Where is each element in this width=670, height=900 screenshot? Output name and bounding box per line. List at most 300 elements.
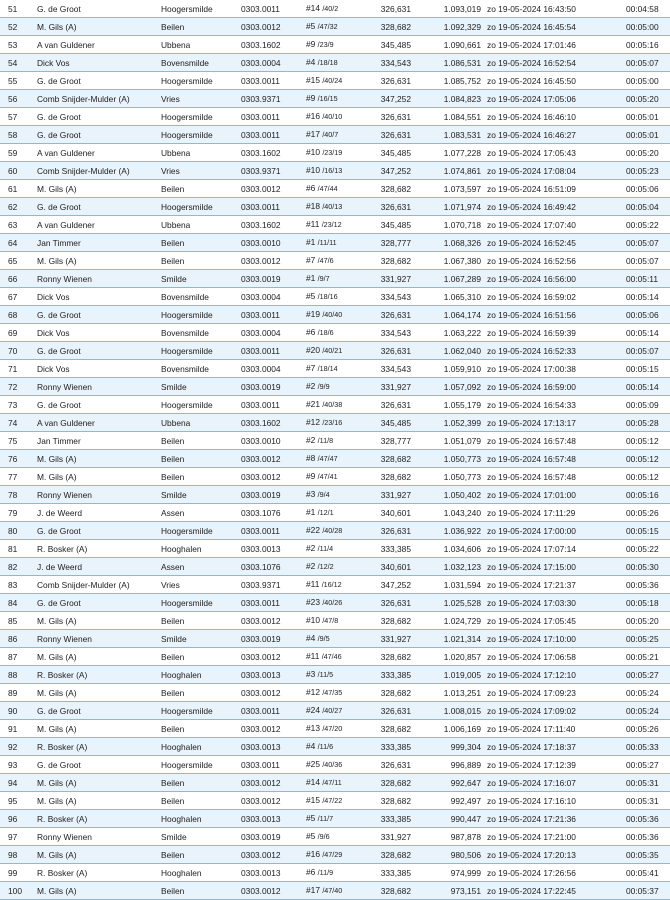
table-row bbox=[0, 504, 670, 522]
fancier-name-cell: M. Gils (A) bbox=[37, 882, 161, 900]
position-number: #6 bbox=[306, 183, 316, 193]
time-behind-cell: 00:05:20 bbox=[620, 612, 670, 630]
rank-cell: 55 bbox=[0, 72, 37, 90]
table-row bbox=[0, 828, 670, 846]
speed-cell: 1.006,169 bbox=[429, 720, 487, 738]
place-cell: Hoogersmilde bbox=[161, 126, 241, 144]
member-code-cell: 0303.0012 bbox=[241, 846, 306, 864]
position-number: #1 bbox=[306, 237, 316, 247]
table-row bbox=[0, 414, 670, 432]
member-code-cell: 0303.0013 bbox=[241, 540, 306, 558]
time-behind-cell: 00:05:09 bbox=[620, 396, 670, 414]
rank-cell: 70 bbox=[0, 342, 37, 360]
rank-cell: 98 bbox=[0, 846, 37, 864]
position-number: #9 bbox=[306, 39, 316, 49]
arrival-time-cell: zo 19-05-2024 17:21:36 bbox=[487, 810, 620, 828]
place-cell: Beilen bbox=[161, 18, 241, 36]
speed-cell: 1.070,718 bbox=[429, 216, 487, 234]
time-behind-cell: 00:05:06 bbox=[620, 306, 670, 324]
distance-cell: 326,631 bbox=[361, 522, 429, 540]
position-number: #19 bbox=[306, 309, 320, 319]
arrival-time-cell: zo 19-05-2024 17:05:43 bbox=[487, 144, 620, 162]
place-cell: Hoogersmilde bbox=[161, 756, 241, 774]
table-row bbox=[0, 648, 670, 666]
rank-cell: 75 bbox=[0, 432, 37, 450]
place-cell: Hoogersmilde bbox=[161, 198, 241, 216]
rank-cell: 83 bbox=[0, 576, 37, 594]
table-row bbox=[0, 486, 670, 504]
rank-cell: 77 bbox=[0, 468, 37, 486]
position-cell bbox=[306, 144, 361, 162]
table-row bbox=[0, 360, 670, 378]
position-cell bbox=[306, 594, 361, 612]
position-cell bbox=[306, 108, 361, 126]
table-row bbox=[0, 522, 670, 540]
member-code-cell: 0303.0012 bbox=[241, 648, 306, 666]
position-cell bbox=[306, 396, 361, 414]
member-code-cell: 0303.0013 bbox=[241, 810, 306, 828]
speed-cell: 1.074,861 bbox=[429, 162, 487, 180]
position-cell bbox=[306, 522, 361, 540]
table-row bbox=[0, 36, 670, 54]
rank-cell: 68 bbox=[0, 306, 37, 324]
position-cell bbox=[306, 90, 361, 108]
member-code-cell: 0303.0012 bbox=[241, 252, 306, 270]
position-cell bbox=[306, 342, 361, 360]
member-code-cell: 0303.1076 bbox=[241, 504, 306, 522]
place-cell: Hoogersmilde bbox=[161, 0, 241, 18]
position-sub: /11/5 bbox=[317, 670, 334, 679]
table-row bbox=[0, 162, 670, 180]
fancier-name-cell: R. Bosker (A) bbox=[37, 810, 161, 828]
position-cell bbox=[306, 162, 361, 180]
speed-cell: 1.008,015 bbox=[429, 702, 487, 720]
member-code-cell: 0303.9371 bbox=[241, 162, 306, 180]
member-code-cell: 0303.0013 bbox=[241, 738, 306, 756]
rank-cell: 88 bbox=[0, 666, 37, 684]
rank-cell: 60 bbox=[0, 162, 37, 180]
rank-cell: 94 bbox=[0, 774, 37, 792]
fancier-name-cell: Dick Vos bbox=[37, 288, 161, 306]
distance-cell: 326,631 bbox=[361, 306, 429, 324]
place-cell: Hooghalen bbox=[161, 540, 241, 558]
position-number: #4 bbox=[306, 633, 316, 643]
fancier-name-cell: A van Guldener bbox=[37, 216, 161, 234]
distance-cell: 333,385 bbox=[361, 810, 429, 828]
position-number: #12 bbox=[306, 417, 320, 427]
position-sub: /23/12 bbox=[321, 220, 342, 229]
arrival-time-cell: zo 19-05-2024 17:11:29 bbox=[487, 504, 620, 522]
position-cell bbox=[306, 774, 361, 792]
position-number: #14 bbox=[306, 3, 320, 13]
fancier-name-cell: A van Guldener bbox=[37, 36, 161, 54]
position-cell bbox=[306, 576, 361, 594]
distance-cell: 326,631 bbox=[361, 126, 429, 144]
position-sub: /47/47 bbox=[317, 454, 338, 463]
fancier-name-cell: M. Gils (A) bbox=[37, 252, 161, 270]
time-behind-cell: 00:05:36 bbox=[620, 810, 670, 828]
position-number: #3 bbox=[306, 489, 316, 499]
distance-cell: 347,252 bbox=[361, 162, 429, 180]
position-number: #18 bbox=[306, 201, 320, 211]
position-number: #7 bbox=[306, 255, 316, 265]
rank-cell: 90 bbox=[0, 702, 37, 720]
place-cell: Hoogersmilde bbox=[161, 306, 241, 324]
position-cell bbox=[306, 180, 361, 198]
arrival-time-cell: zo 19-05-2024 16:56:00 bbox=[487, 270, 620, 288]
time-behind-cell: 00:05:06 bbox=[620, 180, 670, 198]
position-number: #11 bbox=[306, 579, 320, 589]
arrival-time-cell: zo 19-05-2024 16:46:10 bbox=[487, 108, 620, 126]
speed-cell: 1.084,551 bbox=[429, 108, 487, 126]
member-code-cell: 0303.1602 bbox=[241, 414, 306, 432]
position-cell bbox=[306, 288, 361, 306]
position-sub: /40/40 bbox=[322, 310, 343, 319]
position-sub: /9/4 bbox=[317, 490, 330, 499]
arrival-time-cell: zo 19-05-2024 17:21:37 bbox=[487, 576, 620, 594]
position-number: #5 bbox=[306, 21, 316, 31]
member-code-cell: 0303.9371 bbox=[241, 576, 306, 594]
table-row bbox=[0, 756, 670, 774]
time-behind-cell: 00:05:12 bbox=[620, 432, 670, 450]
arrival-time-cell: zo 19-05-2024 16:54:33 bbox=[487, 396, 620, 414]
distance-cell: 340,601 bbox=[361, 558, 429, 576]
table-row bbox=[0, 306, 670, 324]
distance-cell: 331,927 bbox=[361, 486, 429, 504]
arrival-time-cell: zo 19-05-2024 16:52:45 bbox=[487, 234, 620, 252]
rank-cell: 74 bbox=[0, 414, 37, 432]
place-cell: Bovensmilde bbox=[161, 360, 241, 378]
position-cell bbox=[306, 558, 361, 576]
place-cell: Beilen bbox=[161, 648, 241, 666]
arrival-time-cell: zo 19-05-2024 17:09:23 bbox=[487, 684, 620, 702]
place-cell: Beilen bbox=[161, 468, 241, 486]
speed-cell: 1.077,228 bbox=[429, 144, 487, 162]
place-cell: Beilen bbox=[161, 180, 241, 198]
position-sub: /11/8 bbox=[317, 436, 334, 445]
table-row bbox=[0, 54, 670, 72]
time-behind-cell: 00:05:35 bbox=[620, 846, 670, 864]
rank-cell: 89 bbox=[0, 684, 37, 702]
distance-cell: 328,682 bbox=[361, 648, 429, 666]
position-number: #9 bbox=[306, 93, 316, 103]
rank-cell: 54 bbox=[0, 54, 37, 72]
speed-cell: 1.050,773 bbox=[429, 468, 487, 486]
place-cell: Hoogersmilde bbox=[161, 108, 241, 126]
table-row bbox=[0, 882, 670, 900]
table-row bbox=[0, 468, 670, 486]
time-behind-cell: 00:05:14 bbox=[620, 324, 670, 342]
position-sub: /40/21 bbox=[322, 346, 343, 355]
distance-cell: 345,485 bbox=[361, 414, 429, 432]
position-number: #6 bbox=[306, 327, 316, 337]
time-behind-cell: 00:05:36 bbox=[620, 576, 670, 594]
place-cell: Beilen bbox=[161, 846, 241, 864]
time-behind-cell: 00:05:18 bbox=[620, 594, 670, 612]
arrival-time-cell: zo 19-05-2024 17:06:58 bbox=[487, 648, 620, 666]
position-number: #23 bbox=[306, 597, 320, 607]
rank-cell: 82 bbox=[0, 558, 37, 576]
rank-cell: 85 bbox=[0, 612, 37, 630]
rank-cell: 64 bbox=[0, 234, 37, 252]
rank-cell: 67 bbox=[0, 288, 37, 306]
rank-cell: 63 bbox=[0, 216, 37, 234]
speed-cell: 1.064,174 bbox=[429, 306, 487, 324]
position-cell bbox=[306, 54, 361, 72]
fancier-name-cell: G. de Groot bbox=[37, 108, 161, 126]
table-row bbox=[0, 810, 670, 828]
rank-cell: 81 bbox=[0, 540, 37, 558]
speed-cell: 1.065,310 bbox=[429, 288, 487, 306]
distance-cell: 326,631 bbox=[361, 198, 429, 216]
fancier-name-cell: Dick Vos bbox=[37, 54, 161, 72]
table-row bbox=[0, 720, 670, 738]
position-sub: /11/11 bbox=[317, 238, 337, 247]
fancier-name-cell: M. Gils (A) bbox=[37, 684, 161, 702]
member-code-cell: 0303.0011 bbox=[241, 0, 306, 18]
distance-cell: 326,631 bbox=[361, 0, 429, 18]
rank-cell: 52 bbox=[0, 18, 37, 36]
fancier-name-cell: Ronny Wienen bbox=[37, 486, 161, 504]
place-cell: Ubbena bbox=[161, 216, 241, 234]
distance-cell: 333,385 bbox=[361, 864, 429, 882]
place-cell: Beilen bbox=[161, 612, 241, 630]
distance-cell: 328,777 bbox=[361, 234, 429, 252]
position-cell bbox=[306, 198, 361, 216]
position-sub: /40/2 bbox=[322, 4, 339, 13]
arrival-time-cell: zo 19-05-2024 17:07:14 bbox=[487, 540, 620, 558]
position-sub: /9/9 bbox=[317, 382, 330, 391]
time-behind-cell: 00:05:31 bbox=[620, 792, 670, 810]
place-cell: Beilen bbox=[161, 882, 241, 900]
rank-cell: 51 bbox=[0, 0, 37, 18]
table-row bbox=[0, 234, 670, 252]
table-row bbox=[0, 846, 670, 864]
fancier-name-cell: M. Gils (A) bbox=[37, 774, 161, 792]
position-sub: /12/2 bbox=[317, 562, 334, 571]
table-row bbox=[0, 126, 670, 144]
position-cell bbox=[306, 324, 361, 342]
time-behind-cell: 00:05:25 bbox=[620, 630, 670, 648]
position-cell bbox=[306, 828, 361, 846]
member-code-cell: 0303.0011 bbox=[241, 342, 306, 360]
rank-cell: 86 bbox=[0, 630, 37, 648]
time-behind-cell: 00:05:01 bbox=[620, 108, 670, 126]
table-row bbox=[0, 864, 670, 882]
position-sub: /47/44 bbox=[317, 184, 338, 193]
distance-cell: 328,777 bbox=[361, 432, 429, 450]
rank-cell: 96 bbox=[0, 810, 37, 828]
position-number: #4 bbox=[306, 57, 316, 67]
fancier-name-cell: M. Gils (A) bbox=[37, 846, 161, 864]
distance-cell: 333,385 bbox=[361, 738, 429, 756]
position-cell bbox=[306, 684, 361, 702]
table-row bbox=[0, 324, 670, 342]
table-row bbox=[0, 684, 670, 702]
fancier-name-cell: Jan Timmer bbox=[37, 432, 161, 450]
member-code-cell: 0303.0012 bbox=[241, 684, 306, 702]
position-number: #11 bbox=[306, 219, 320, 229]
speed-cell: 990,447 bbox=[429, 810, 487, 828]
member-code-cell: 0303.0019 bbox=[241, 630, 306, 648]
table-row bbox=[0, 252, 670, 270]
member-code-cell: 0303.0012 bbox=[241, 450, 306, 468]
member-code-cell: 0303.0011 bbox=[241, 126, 306, 144]
position-cell bbox=[306, 126, 361, 144]
distance-cell: 334,543 bbox=[361, 288, 429, 306]
member-code-cell: 0303.0013 bbox=[241, 864, 306, 882]
speed-cell: 1.067,289 bbox=[429, 270, 487, 288]
time-behind-cell: 00:05:20 bbox=[620, 90, 670, 108]
table-row bbox=[0, 540, 670, 558]
table-row bbox=[0, 612, 670, 630]
place-cell: Vries bbox=[161, 162, 241, 180]
table-row bbox=[0, 396, 670, 414]
fancier-name-cell: Dick Vos bbox=[37, 360, 161, 378]
time-behind-cell: 00:05:11 bbox=[620, 270, 670, 288]
fancier-name-cell: Comb Snijder-Mulder (A) bbox=[37, 162, 161, 180]
speed-cell: 1.068,326 bbox=[429, 234, 487, 252]
position-sub: /47/8 bbox=[322, 616, 339, 625]
fancier-name-cell: Dick Vos bbox=[37, 324, 161, 342]
speed-cell: 999,304 bbox=[429, 738, 487, 756]
position-number: #5 bbox=[306, 813, 316, 823]
position-number: #5 bbox=[306, 831, 316, 841]
position-number: #14 bbox=[306, 777, 320, 787]
member-code-cell: 0303.0012 bbox=[241, 882, 306, 900]
time-behind-cell: 00:05:15 bbox=[620, 360, 670, 378]
place-cell: Bovensmilde bbox=[161, 288, 241, 306]
distance-cell: 333,385 bbox=[361, 666, 429, 684]
distance-cell: 328,682 bbox=[361, 720, 429, 738]
fancier-name-cell: A van Guldener bbox=[37, 414, 161, 432]
member-code-cell: 0303.1076 bbox=[241, 558, 306, 576]
time-behind-cell: 00:05:24 bbox=[620, 702, 670, 720]
member-code-cell: 0303.0012 bbox=[241, 612, 306, 630]
place-cell: Smilde bbox=[161, 378, 241, 396]
fancier-name-cell: M. Gils (A) bbox=[37, 648, 161, 666]
speed-cell: 1.073,597 bbox=[429, 180, 487, 198]
speed-cell: 1.090,661 bbox=[429, 36, 487, 54]
position-cell bbox=[306, 756, 361, 774]
rank-cell: 76 bbox=[0, 450, 37, 468]
table-row bbox=[0, 270, 670, 288]
table-row bbox=[0, 72, 670, 90]
member-code-cell: 0303.0019 bbox=[241, 378, 306, 396]
place-cell: Beilen bbox=[161, 234, 241, 252]
place-cell: Beilen bbox=[161, 252, 241, 270]
position-number: #15 bbox=[306, 795, 320, 805]
speed-cell: 1.085,752 bbox=[429, 72, 487, 90]
rank-cell: 78 bbox=[0, 486, 37, 504]
table-row bbox=[0, 180, 670, 198]
position-cell bbox=[306, 306, 361, 324]
distance-cell: 331,927 bbox=[361, 378, 429, 396]
fancier-name-cell: G. de Groot bbox=[37, 594, 161, 612]
rank-cell: 58 bbox=[0, 126, 37, 144]
fancier-name-cell: G. de Groot bbox=[37, 756, 161, 774]
position-number: #25 bbox=[306, 759, 320, 769]
fancier-name-cell: M. Gils (A) bbox=[37, 180, 161, 198]
distance-cell: 328,682 bbox=[361, 882, 429, 900]
arrival-time-cell: zo 19-05-2024 17:09:02 bbox=[487, 702, 620, 720]
distance-cell: 331,927 bbox=[361, 828, 429, 846]
position-cell bbox=[306, 666, 361, 684]
position-sub: /47/20 bbox=[322, 724, 343, 733]
position-cell bbox=[306, 450, 361, 468]
distance-cell: 328,682 bbox=[361, 612, 429, 630]
position-sub: /23/9 bbox=[317, 40, 334, 49]
member-code-cell: 0303.0004 bbox=[241, 360, 306, 378]
fancier-name-cell: M. Gils (A) bbox=[37, 792, 161, 810]
position-number: #10 bbox=[306, 165, 320, 175]
fancier-name-cell: J. de Weerd bbox=[37, 558, 161, 576]
speed-cell: 992,647 bbox=[429, 774, 487, 792]
speed-cell: 1.052,399 bbox=[429, 414, 487, 432]
member-code-cell: 0303.0019 bbox=[241, 828, 306, 846]
position-cell bbox=[306, 216, 361, 234]
table-row bbox=[0, 450, 670, 468]
time-behind-cell: 00:05:16 bbox=[620, 486, 670, 504]
position-number: #13 bbox=[306, 723, 320, 733]
position-cell bbox=[306, 540, 361, 558]
distance-cell: 328,682 bbox=[361, 846, 429, 864]
arrival-time-cell: zo 19-05-2024 16:49:42 bbox=[487, 198, 620, 216]
place-cell: Hooghalen bbox=[161, 666, 241, 684]
arrival-time-cell: zo 19-05-2024 16:51:56 bbox=[487, 306, 620, 324]
arrival-time-cell: zo 19-05-2024 17:18:37 bbox=[487, 738, 620, 756]
position-number: #24 bbox=[306, 705, 320, 715]
member-code-cell: 0303.1602 bbox=[241, 144, 306, 162]
position-number: #16 bbox=[306, 111, 320, 121]
arrival-time-cell: zo 19-05-2024 17:01:46 bbox=[487, 36, 620, 54]
table-row bbox=[0, 378, 670, 396]
position-cell bbox=[306, 882, 361, 900]
place-cell: Vries bbox=[161, 90, 241, 108]
rank-cell: 56 bbox=[0, 90, 37, 108]
arrival-time-cell: zo 19-05-2024 17:11:40 bbox=[487, 720, 620, 738]
position-sub: /16/13 bbox=[322, 166, 343, 175]
position-sub: /11/9 bbox=[317, 868, 334, 877]
position-sub: /40/10 bbox=[322, 112, 343, 121]
place-cell: Assen bbox=[161, 504, 241, 522]
arrival-time-cell: zo 19-05-2024 16:52:33 bbox=[487, 342, 620, 360]
member-code-cell: 0303.0011 bbox=[241, 72, 306, 90]
fancier-name-cell: G. de Groot bbox=[37, 702, 161, 720]
arrival-time-cell: zo 19-05-2024 16:52:56 bbox=[487, 252, 620, 270]
position-sub: /40/26 bbox=[322, 598, 343, 607]
distance-cell: 345,485 bbox=[361, 144, 429, 162]
distance-cell: 326,631 bbox=[361, 756, 429, 774]
arrival-time-cell: zo 19-05-2024 17:10:00 bbox=[487, 630, 620, 648]
speed-cell: 987,878 bbox=[429, 828, 487, 846]
place-cell: Hoogersmilde bbox=[161, 702, 241, 720]
fancier-name-cell: Jan Timmer bbox=[37, 234, 161, 252]
position-sub: /16/15 bbox=[317, 94, 338, 103]
place-cell: Smilde bbox=[161, 828, 241, 846]
position-sub: /40/24 bbox=[322, 76, 343, 85]
arrival-time-cell: zo 19-05-2024 16:57:48 bbox=[487, 468, 620, 486]
distance-cell: 328,682 bbox=[361, 468, 429, 486]
rank-cell: 61 bbox=[0, 180, 37, 198]
time-behind-cell: 00:05:27 bbox=[620, 756, 670, 774]
arrival-time-cell: zo 19-05-2024 16:45:54 bbox=[487, 18, 620, 36]
position-cell bbox=[306, 720, 361, 738]
speed-cell: 1.055,179 bbox=[429, 396, 487, 414]
position-number: #10 bbox=[306, 147, 320, 157]
speed-cell: 1.050,402 bbox=[429, 486, 487, 504]
member-code-cell: 0303.9371 bbox=[241, 90, 306, 108]
